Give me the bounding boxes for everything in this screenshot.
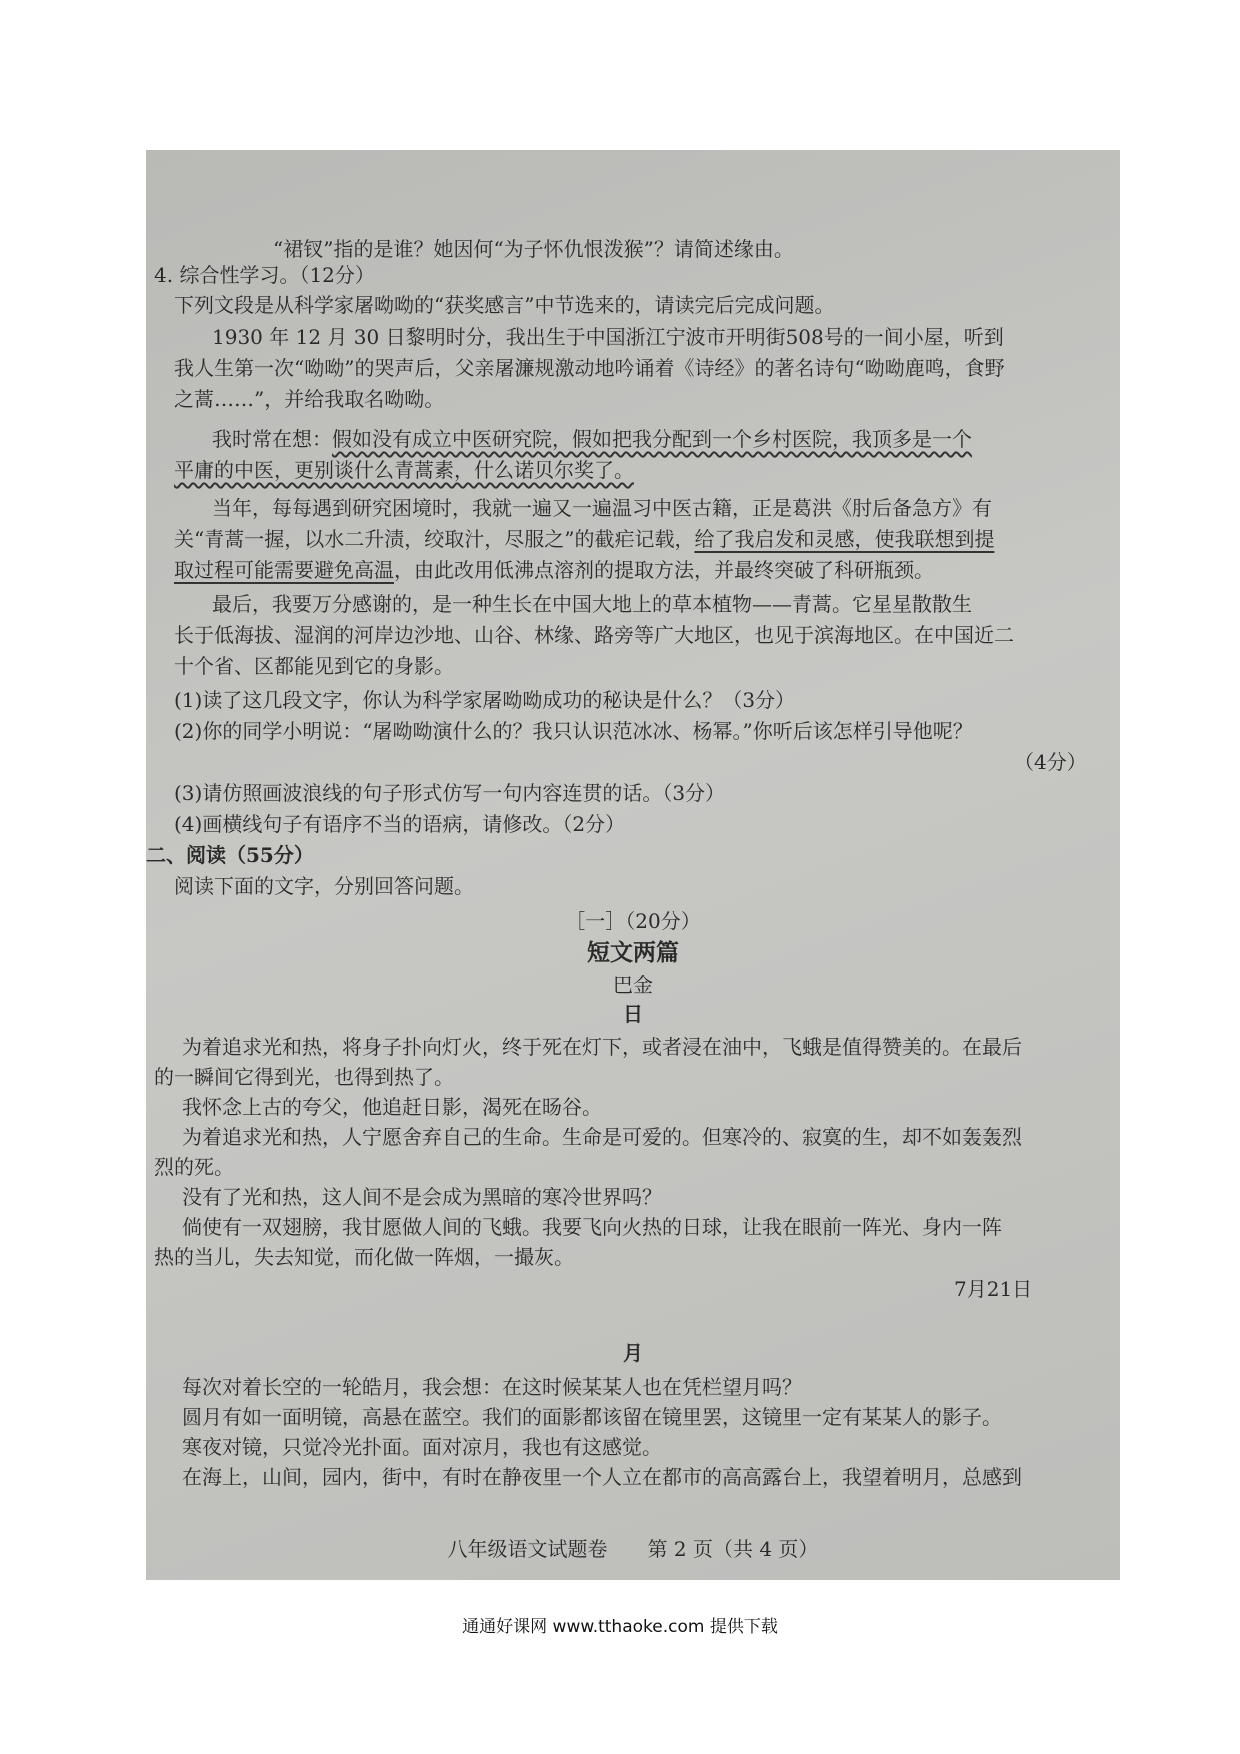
essay-author: 巴金	[613, 973, 653, 997]
p3-tail: ，由此改用低沸点溶剂的提取方法，并最终突破了科研瓶颈。	[394, 558, 934, 582]
q4-sub2: (2)你的同学小明说：“屠呦呦演什么的？我只认识范冰冰、杨幂。”你听后该怎样引导他呢？	[174, 719, 973, 743]
q4-title: 4. 综合性学习。（12分）	[154, 263, 375, 287]
essay-title: 短文两篇	[587, 939, 679, 966]
p3-line3	[174, 557, 934, 583]
p3-text: 关“青蒿一握，以水二升渍，绞取汁，尽服之”的截疟记载，	[174, 527, 695, 551]
p1-line2: 我人生第一次“呦呦”的哭声后，父亲屠濂规激动地吟诵着《诗经》的著名诗句“呦呦鹿鸣，食野	[174, 356, 1005, 380]
section2-title: 二、阅读（55分）	[146, 843, 314, 867]
sun-line6: 没有了光和热，这人间不是会成为黑暗的寒冷世界吗？	[182, 1185, 662, 1209]
section2-intro: 阅读下面的文字，分别回答问题。	[174, 874, 474, 898]
moon-line4: 在海上，山间，园内，街中，有时在静夜里一个人立在都市的高高露台上，我望着明月，总感到	[182, 1465, 1022, 1489]
p4-line1: 最后，我要万分感谢的，是一种生长在中国大地上的草本植物——青蒿。它星星散散生	[212, 592, 972, 616]
sun-line8: 热的当儿，失去知觉，而化做一阵烟，一撮灰。	[154, 1245, 574, 1269]
moon-line1: 每次对着长空的一轮皓月，我会想：在这时候某某人也在凭栏望月吗？	[182, 1375, 802, 1399]
p2-line1	[212, 426, 972, 452]
p3-line1: 当年，每每遇到研究困境时，我就一遍又一遍温习中医古籍，正是葛洪《肘后备急方》有	[212, 496, 992, 520]
sun-line1: 为着追求光和热，将身子扑向灯火，终于死在灯下，或者浸在油中，飞蛾是值得赞美的。在最后	[182, 1035, 1022, 1059]
p1-line1: 1930 年 12 月 30 日黎明时分，我出生于中国浙江宁波市开明街508号的一间小屋，听到	[212, 325, 1004, 349]
download-note: 通通好课网 www.tthaoke.com 提供下载	[462, 1617, 778, 1637]
p3-line2	[174, 526, 994, 552]
q4-sub4: (4)画横线句子有语序不当的语病，请修改。（2分）	[174, 812, 626, 836]
sun-date: 7月21日	[954, 1277, 1033, 1301]
p3-underline-1: 给了我启发和灵感，使我联想到提	[694, 527, 995, 551]
moon-line2: 圆月有如一面明镜，高悬在蓝空。我们的面影都该留在镜里罢，这镜里一定有某某人的影子。	[182, 1405, 1002, 1429]
p1-line3: 之蒿……”，并给我取名呦呦。	[174, 387, 445, 411]
moon-line3: 寒夜对镜，只觉冷光扑面。面对凉月，我也有这感觉。	[182, 1435, 662, 1459]
p4-line2: 长于低海拔、湿润的河岸边沙地、山谷、林缘、路旁等广大地区，也见于滨海地区。在中国近二	[174, 623, 1014, 647]
sun-line3: 我怀念上古的夸父，他追赶日影，渴死在旸谷。	[182, 1095, 602, 1119]
q3-tail: “裙钗”指的是谁？她因何“为子怀仇恨泼猴”？请简述缘由。	[273, 237, 794, 261]
p3-underline-2: 取过程可能需要避免高温	[174, 558, 394, 582]
sun-line2: 的一瞬间它得到光，也得到热了。	[154, 1065, 454, 1089]
p2-wavy-2: 平庸的中医，更别谈什么青蒿素，什么诺贝尔奖了。	[174, 458, 634, 482]
q4-sub3: (3)请仿照画波浪线的句子形式仿写一句内容连贯的话。（3分）	[174, 781, 726, 805]
p2-lead: 我时常在想：	[212, 427, 332, 451]
sun-title: 日	[623, 1002, 643, 1026]
p4-line3: 十个省、区都能见到它的身影。	[174, 654, 454, 678]
moon-title: 月	[623, 1341, 643, 1365]
page-footer: 八年级语文试题卷 第 2 页（共 4 页）	[447, 1537, 819, 1561]
exam-page-photo	[146, 150, 1120, 1580]
q4-sub2-score: （4分）	[1014, 750, 1087, 774]
p2-wavy-1: 假如没有成立中医研究院，假如把我分配到一个乡村医院，我顶多是一个	[332, 427, 972, 451]
q4-sub1: (1)读了这几段文字，你认为科学家屠呦呦成功的秘诀是什么？（3分）	[174, 688, 796, 712]
q4-intro: 下列文段是从科学家屠呦呦的“获奖感言”中节选来的，请读完后完成问题。	[174, 293, 835, 317]
sun-line4: 为着追求光和热，人宁愿舍弃自己的生命。生命是可爱的。但寒冷的、寂寞的生，却不如轰轰烈	[182, 1125, 1022, 1149]
sun-line5: 烈的死。	[154, 1155, 234, 1179]
sun-line7: 倘使有一双翅膀，我甘愿做人间的飞蛾。我要飞向火热的日球，让我在眼前一阵光、身内一阵	[182, 1215, 1002, 1239]
part1-label: ［一］（20分）	[565, 909, 701, 933]
